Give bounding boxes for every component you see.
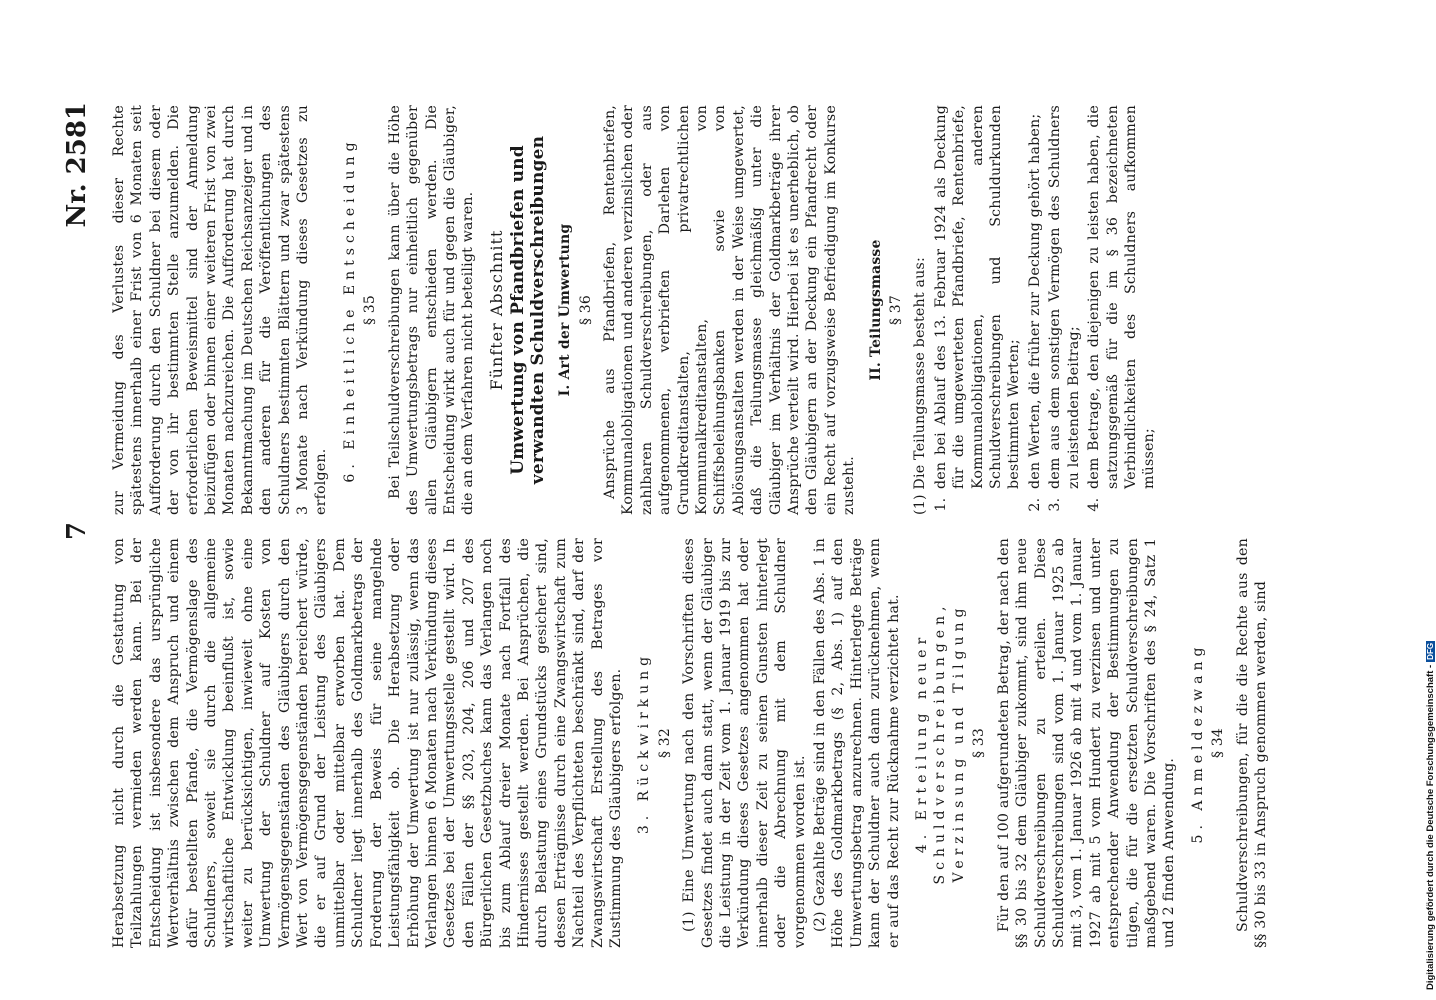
list-item: 3. dem aus dem sonstigen Vermögen des Schuldners zu leistenden Beitrag; [1046,105,1083,493]
section-heading: 4. Erteilung neuer Schuldverschreibungen, Verzinsung und Tilgung [914,601,967,885]
list-item: 2. den Werten, die früher zur Deckung gehört haben; [1026,105,1044,493]
digitization-credit [1425,641,1436,990]
dfg-logo: DFG [1426,642,1435,660]
page-number: 7 [62,521,92,540]
list-item: 1. den bei Ablauf des 13. Februar 1924 als Deckung für die umgewerteten Pfandbriefe, Rentenbriefe, Kommunalobligationen, anderen Schuldverschreibungen und Schuldurkunden bestimmten Werten; [932,105,1024,493]
section-heading: 6. Einheitliche Entscheidung [341,137,358,483]
paragraph-number: § 34 [1210,727,1227,759]
page-header [60,80,110,960]
paragraph: Bei Teilschuldverschreibungen kann über die Höhe des Umwertungsbetrags nur einheitlich gegenüber allen Gläubigern entschieden werden. Die Entscheidung wirkt auch für und gegen die Gläubiger, die an dem Verfahren nicht beteiligt waren. [386,105,477,515]
list-item: 4. dem Betrage, den diejenigen zu leisten haben, die satzungsgemäß für die im § 36 bezeichneten Verbindlichkeiten des Schuldners aufkommen müssen; [1085,105,1159,493]
issue-number: Nr. 2581 [62,102,92,228]
enumerated-list [932,105,1159,515]
chapter-title: Umwertung von Pfandbriefen und verwandten Schuldverschreibungen [508,135,549,485]
paragraph-number: § 33 [971,727,988,759]
paragraph-number: § 37 [888,294,905,326]
paragraph-number: § 32 [656,727,673,759]
paragraph: Herabsetzung nicht durch die Gestattung von Teilzahlungen vermieden werden kann. Bei der Entscheidung ist insbesondere das ursprüngliche Wertverhältnis zwischen dem Anspruch und einem dafür bestellten Pfande, die Vermögenslage des Schuldners, soweit sie durch die allgemeine wirtschaftliche Entwicklung beeinflußt ist, sowie weiter zu berücksichtigen, inwieweit ohne eine Umwertung der Schuldner auf Kosten von Vermögensgegenständen des Gläubigers durch den Wert von Vermögensgegenständen bereichert würde, die er auf Grund der Leistung des Gläubigers unmittelbar oder mittelbar erworben hat. Dem Schuldner liegt innerhalb des Goldmarkbetrags der Forderung der Beweis für seine mangelnde Leistungsfähigkeit ob. Die Herabsetzung oder Erhöhung der Umwertung ist nur zulässig, wenn das Verlangen binnen 6 Monaten nach Verkündung dieses Gesetzes bei der Umwertungsstelle gestellt wird. In den Fällen der §§ 203, 204, 206 und 207 des Bürgerlichen Gesetzbuches kann das Verlangen noch bis zum Ablauf dreier Monate nach Fortfall des Hindernisses gestellt werden. Bei Ansprüchen, die durch Belastung eines Grundstücks gesichert sind, dessen Erträgnisse durch eine Zwangswirtschaft zum Nachteil des Verpflichteten beschränkt sind, darf der Zwangswirtschaft Erstellung des Betrages vor Zustimmung des Gläubigers erfolgen. [111,538,624,948]
paragraph: (1) Die Teilungsmasse besteht aus: [912,257,929,515]
paragraph: zur Vermeidung des Verlustes dieser Rechte spätestens innerhalb einer Frist von 6 Monaten seit Aufforderung durch den Schuldner bei diesem oder der von ihr bestimmten Stelle anzumelden. Die erforderlichen Beweismittel sind der Anmeldung beizufügen oder binnen einer weiteren Frist von zwei Monaten nachzureichen. Die Aufforderung hat durch Bekanntmachung im Deutschen Reichsanzeiger und in den anderen für die Veröffentlichungen des Schuldners bestimmten Blättern und zwar spätestens 3 Monate nach Verkündung dieses Gesetzes zu erfolgen. [111,105,330,515]
paragraph: (1) Eine Umwertung nach den Vorschriften dieses Gesetzes findet auch dann statt, wenn der Gläubiger die Leistung in der Zeit vom 1. Januar 1919 bis zur Verkündung dieses Gesetzes angenommen hat oder innerhalb dieser Zeit zu seinen Gunsten hinterlegt oder die Abrechnung mit dem Schuldner vorgenommen worden ist. [681,538,808,948]
subsection-heading: II. Teilungsmasse [867,239,884,381]
rotated-document-page [60,80,1390,960]
section-heading: 5. Anmeldezwang [1189,642,1206,844]
chapter-label: Fünfter Abschnitt [486,229,506,391]
subsection-heading: I. Art der Umwertung [557,223,574,397]
left-column [110,538,1272,948]
paragraph-number: § 36 [577,294,594,326]
paragraph-number: § 35 [362,294,379,326]
right-column [110,105,1161,515]
paragraph: Schuldverschreibungen, für die die Rechte aus den §§ 30 bis 33 in Anspruch genommen werden, sind [1234,538,1269,948]
paragraph: Ansprüche aus Pfandbriefen, Rentenbriefen, Kommunalobligationen und anderen verzinslichen oder zahlbaren Schuldverschreibungen, oder aus aufgenommenen, verbrieften Darlehen von Grundkreditanstalten, privatrechtlichen Kommunalkreditanstalten, von Schiffsbeleihungsbanken sowie von Ablösungsanstalten werden in der Weise umgewertet, daß die Teilungsmasse gleichmäßig unter die Gläubiger im Verhältnis der Goldmarkbeträge ihrer Ansprüche verteilt wird. Hierbei ist es unerheblich, ob den Gläubigern an der Deckung ein Pfandrecht oder ein Recht auf vorzugsweise Befriedigung im Konkurse zusteht. [601,105,858,515]
section-heading: 3. Rückwirkung [636,651,653,835]
paragraph: Für den auf 100 aufgerundeten Betrag, der nach den §§ 30 bis 32 dem Gläubiger zukommt, sind ihm neue Schuldverschreibungen zu erteilen. Diese Schuldverschreibungen sind vom 1. Januar 1925 ab mit 3, vom 1. Januar 1926 ab mit 4 und vom 1. Januar 1927 ab mit 5 vom Hundert zu verzinsen und unter entsprechender Anwendung der Bestimmungen zu tilgen, die für die ersetzten Schuldverschreibungen maßgebend waren. Die Vorschriften des § 24, Satz 1 und 2 finden Anwendung. [995,538,1178,948]
credit-text: Digitalisierung gefördert durch die Deutsche Forschungsgemeinschaft - [1425,664,1436,990]
paragraph: (2) Gezahlte Beträge sind in den Fällen des Abs. 1 in Höhe des Goldmarkbetrags (§ 2, Abs. 1) auf den Umwertungsbetrag anzurechnen. Hinterlegte Beträge kann der Schuldner auch dann zurücknehmen, wenn er auf das Recht zur Rücknahme verzichtet hat. [812,538,902,948]
